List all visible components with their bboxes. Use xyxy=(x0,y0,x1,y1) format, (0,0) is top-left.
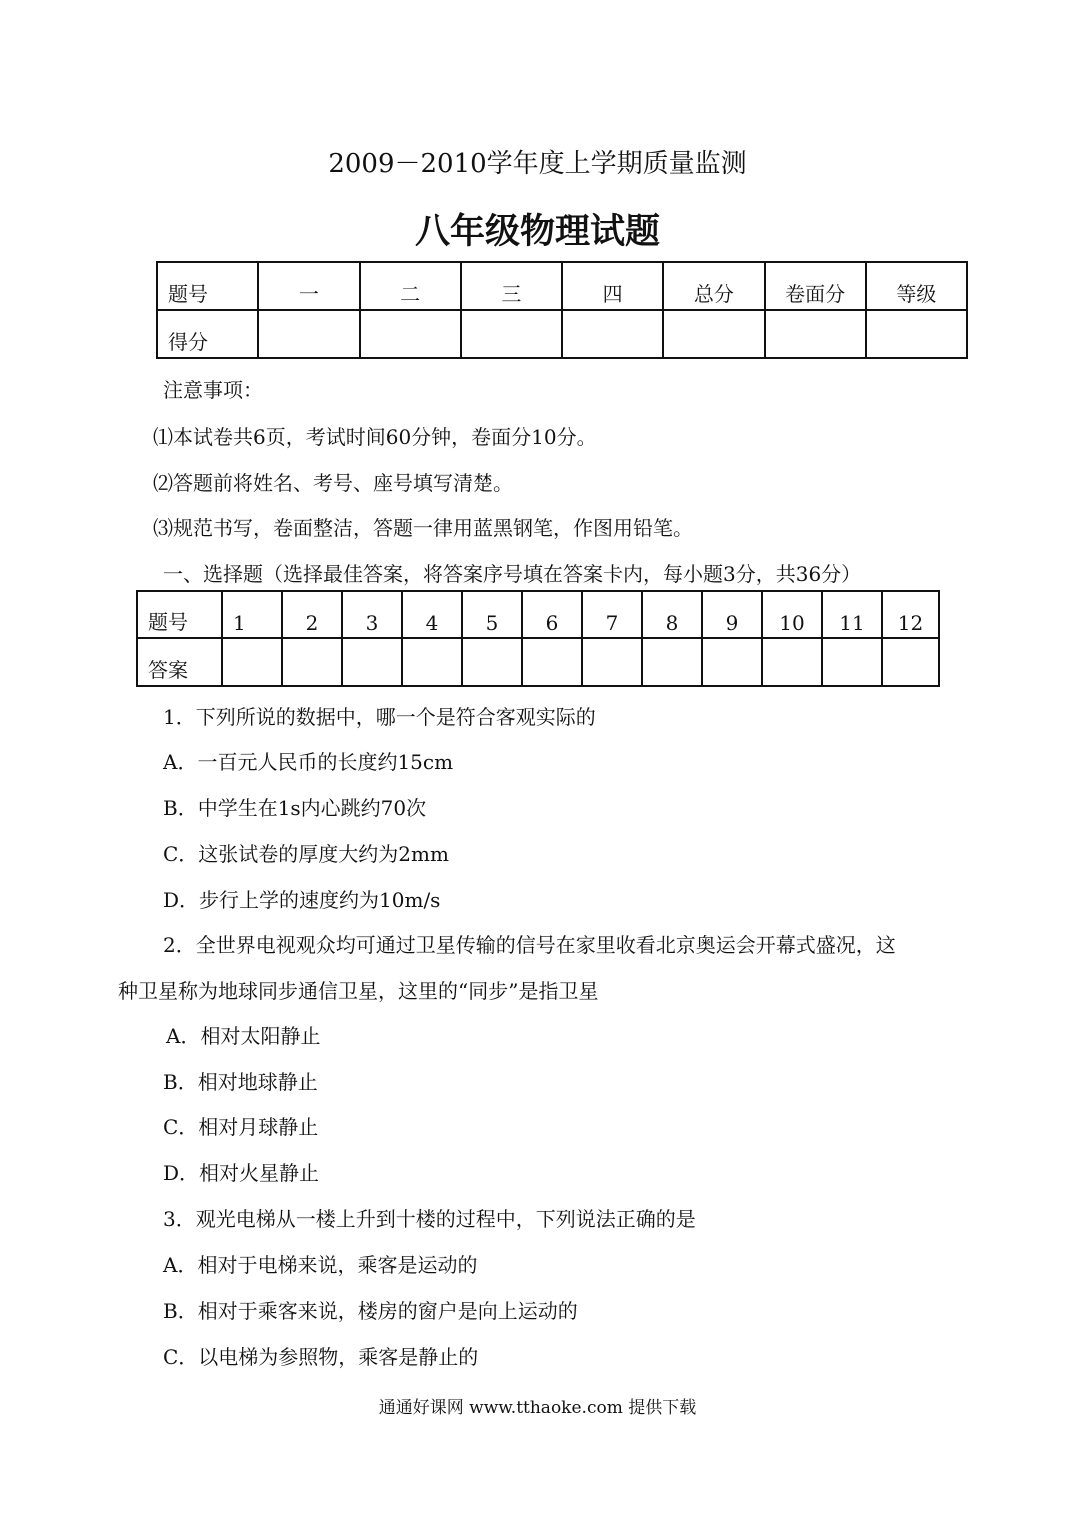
question-option: B．相对于乘客来说，楼房的窗户是向上运动的 xyxy=(163,1299,578,1323)
question-number: 8 xyxy=(642,591,702,638)
score-cell-part-2: 二 xyxy=(360,262,461,310)
score-table-header-row xyxy=(157,262,967,310)
question-number: 3 xyxy=(342,591,402,638)
score-blank xyxy=(562,310,663,358)
question-option: A．相对于电梯来说，乘客是运动的 xyxy=(163,1253,478,1277)
answer-blank xyxy=(462,638,522,686)
score-cell-total: 总分 xyxy=(663,262,764,310)
question-number: 4 xyxy=(402,591,462,638)
question-stem: 1．下列所说的数据中，哪一个是符合客观实际的 xyxy=(163,705,596,729)
question-number: 10 xyxy=(762,591,822,638)
question-option: B．中学生在1s内心跳约70次 xyxy=(163,796,427,820)
answer-blank xyxy=(522,638,582,686)
question-option: D．相对火星静止 xyxy=(163,1161,320,1185)
answer-blank xyxy=(582,638,642,686)
answer-blank xyxy=(882,638,939,686)
question-option: A．一百元人民币的长度约15cm xyxy=(163,750,454,774)
question-option: C．这张试卷的厚度大约为2mm xyxy=(163,842,449,866)
score-blank xyxy=(258,310,359,358)
note-item: ⑶规范书写，卷面整洁，答题一律用蓝黑钢笔，作图用铅笔。 xyxy=(153,516,693,540)
answer-blank xyxy=(822,638,882,686)
score-blank xyxy=(866,310,967,358)
question-stem: 3．观光电梯从一楼上升到十楼的过程中，下列说法正确的是 xyxy=(163,1207,696,1231)
question-number: 6 xyxy=(522,591,582,638)
answer-row-label: 题号 xyxy=(137,591,222,638)
answer-blank xyxy=(702,638,762,686)
score-blank xyxy=(663,310,764,358)
score-cell-grade: 等级 xyxy=(866,262,967,310)
question-stem-continued: 种卫星称为地球同步通信卫星，这里的“同步”是指卫星 xyxy=(118,979,599,1003)
answer-table-number-row xyxy=(137,591,939,638)
question-stem: 2．全世界电视观众均可通过卫星传输的信号在家里收看北京奥运会开幕式盛况，这 xyxy=(163,933,896,957)
question-number: 7 xyxy=(582,591,642,638)
score-blank xyxy=(765,310,866,358)
exam-subtitle: 2009－2010学年度上学期质量监测 xyxy=(328,149,747,179)
question-option: D．步行上学的速度约为10m/s xyxy=(163,888,441,912)
answer-table xyxy=(136,590,940,687)
footer-credit: 通通好课网 www.tthaoke.com 提供下载 xyxy=(378,1398,697,1418)
answer-blank xyxy=(342,638,402,686)
score-table xyxy=(156,261,968,359)
note-item: ⑵答题前将姓名、考号、座号填写清楚。 xyxy=(153,471,513,495)
answer-blank xyxy=(222,638,282,686)
note-item: ⑴本试卷共6页，考试时间60分钟，卷面分10分。 xyxy=(153,425,597,449)
score-cell-part-1: 一 xyxy=(258,262,359,310)
answer-row-label: 答案 xyxy=(137,638,222,686)
answer-table-answer-row xyxy=(137,638,939,686)
score-cell-part-4: 四 xyxy=(562,262,663,310)
question-number: 5 xyxy=(462,591,522,638)
answer-blank xyxy=(402,638,462,686)
answer-blank xyxy=(282,638,342,686)
score-table-score-row xyxy=(157,310,967,358)
question-number: 2 xyxy=(282,591,342,638)
notes-heading: 注意事项： xyxy=(163,378,263,402)
section-heading: 一、选择题（选择最佳答案，将答案序号填在答案卡内，每小题3分，共36分） xyxy=(163,562,862,586)
score-blank xyxy=(360,310,461,358)
score-blank xyxy=(461,310,562,358)
answer-blank xyxy=(642,638,702,686)
question-number: 11 xyxy=(822,591,882,638)
question-number: 9 xyxy=(702,591,762,638)
question-option: C．相对月球静止 xyxy=(163,1115,319,1139)
score-cell-part-3: 三 xyxy=(461,262,562,310)
question-option: C．以电梯为参照物，乘客是静止的 xyxy=(163,1345,479,1369)
question-option: B．相对地球静止 xyxy=(163,1070,318,1094)
answer-blank xyxy=(762,638,822,686)
question-option: A．相对太阳静止 xyxy=(166,1024,321,1048)
score-cell-neatness: 卷面分 xyxy=(765,262,866,310)
question-number: 12 xyxy=(882,591,939,638)
exam-title: 八年级物理试题 xyxy=(414,211,660,252)
score-cell-label: 题号 xyxy=(157,262,258,310)
question-number: 1 xyxy=(222,591,282,638)
score-row-label: 得分 xyxy=(157,310,258,358)
